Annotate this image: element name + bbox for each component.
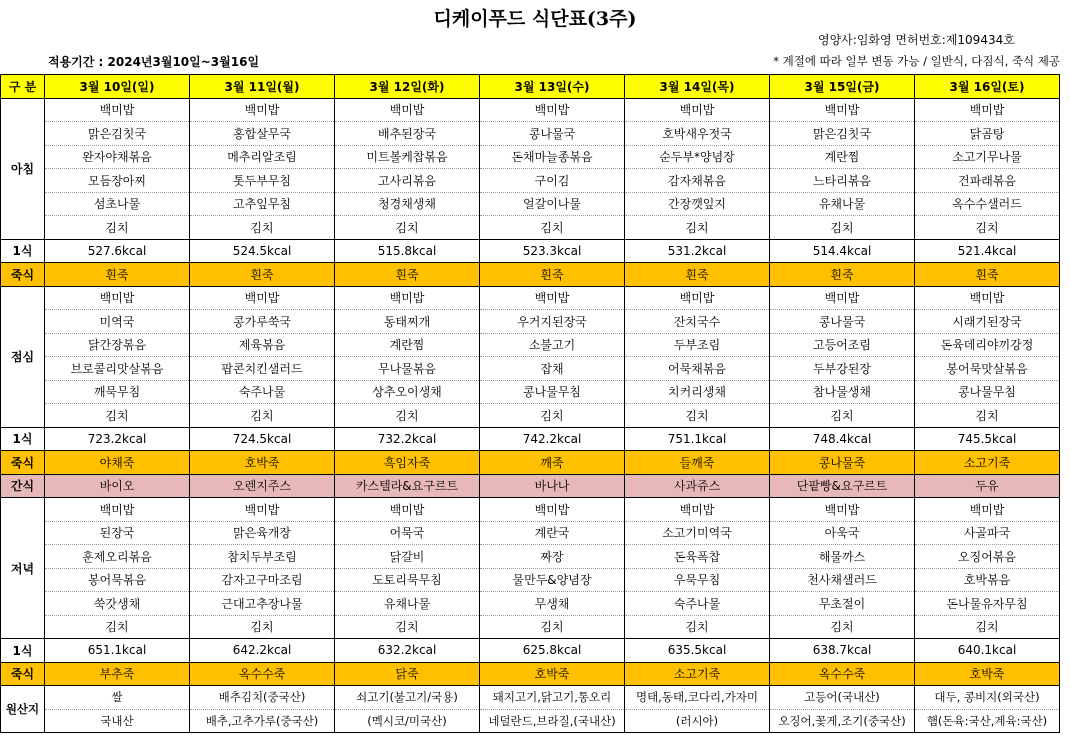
kcal-value: 742.2kcal [480,427,625,451]
kcal-value: 732.2kcal [335,427,480,451]
snack-item: 두유 [915,474,1060,498]
menu-item: 김치 [770,615,915,639]
menu-item: 참치두부조림 [190,545,335,569]
menu-item: 오징어볶음 [915,545,1060,569]
menu-item: 무초절이 [770,592,915,616]
menu-item: 섬초나물 [45,192,190,216]
kcal-value: 632.2kcal [335,639,480,663]
menu-item: 백미밥 [190,498,335,522]
origin-item: 돼지고기,닭고기,통오리 [480,686,625,710]
origin-item: 배추김치(중국산) [190,686,335,710]
breakfast-row [1,98,1060,122]
menu-item: 쑥갓생채 [45,592,190,616]
menu-item: 간장깻잎지 [625,192,770,216]
breakfast-porridge-row [1,263,1060,287]
menu-item: 참나물생채 [770,380,915,404]
porridge-item: 소고기죽 [625,662,770,686]
origin-item: (러시아) [625,709,770,733]
menu-item: 배추된장국 [335,122,480,146]
menu-item: 백미밥 [335,98,480,122]
lunch-row [1,286,1060,310]
menu-item: 맑은육개장 [190,521,335,545]
menu-item: 백미밥 [915,498,1060,522]
porridge-item: 들깨죽 [625,451,770,475]
menu-item: 콩가루쑥국 [190,310,335,334]
menu-item: 맑은김칫국 [770,122,915,146]
menu-item: 백미밥 [625,286,770,310]
breakfast-kcal-row [1,239,1060,263]
menu-item: 김치 [480,216,625,240]
menu-table [0,74,1060,733]
menu-item: 메추리알조림 [190,145,335,169]
snack-item: 사과쥬스 [625,474,770,498]
menu-item: 어묵국 [335,521,480,545]
breakfast-row [1,122,1060,146]
porridge-item: 호박죽 [915,662,1060,686]
origin-item: 오징어,꽃게,조기(중국산) [770,709,915,733]
menu-item: 백미밥 [915,286,1060,310]
menu-item: 김치 [480,404,625,428]
menu-item: 감자고구마조림 [190,568,335,592]
menu-item: 돈나물유자무침 [915,592,1060,616]
menu-item: 호박새우젓국 [625,122,770,146]
menu-item: 잡채 [480,357,625,381]
kcal-value: 642.2kcal [190,639,335,663]
kcal-value: 515.8kcal [335,239,480,263]
porridge-item: 소고기죽 [915,451,1060,475]
menu-item: 브로콜리맛살볶음 [45,357,190,381]
menu-item: 소고기무나물 [915,145,1060,169]
menu-item: 김치 [190,216,335,240]
menu-item: 된장국 [45,521,190,545]
porridge-item: 흑임자죽 [335,451,480,475]
porridge-item: 흰죽 [915,263,1060,287]
menu-item: 소고기미역국 [625,521,770,545]
menu-item: 백미밥 [770,286,915,310]
origin-row [1,686,1060,710]
menu-item: 치커리생채 [625,380,770,404]
menu-item: 순두부*양념장 [625,145,770,169]
menu-item: 백미밥 [45,286,190,310]
day-header: 3월 12일(화) [335,75,480,99]
origin-row [1,709,1060,733]
kcal-value: 640.1kcal [915,639,1060,663]
lunch-row [1,380,1060,404]
header-label: 구 분 [1,75,45,99]
day-header: 3월 15일(금) [770,75,915,99]
porridge-item: 흰죽 [335,263,480,287]
porridge-item: 닭죽 [335,662,480,686]
dinner-row [1,545,1060,569]
lunch-row [1,310,1060,334]
menu-item: 계란찜 [770,145,915,169]
porridge-item: 흰죽 [625,263,770,287]
day-header: 3월 13일(수) [480,75,625,99]
menu-item: 청경채생채 [335,192,480,216]
menu-item: 콩나물무침 [915,380,1060,404]
menu-item: 김치 [190,615,335,639]
porridge-item: 흰죽 [770,263,915,287]
menu-item: 백미밥 [915,98,1060,122]
menu-item: 어묵채볶음 [625,357,770,381]
porridge-item: 흰죽 [45,263,190,287]
origin-label: 원산지 [1,686,45,733]
menu-item: 아욱국 [770,521,915,545]
origin-item: (멕시코/미국산) [335,709,480,733]
snack-item: 카스텔라&요구르트 [335,474,480,498]
kcal-value: 523.3kcal [480,239,625,263]
lunch-row [1,333,1060,357]
header-row [1,75,1060,99]
menu-item: 백미밥 [480,498,625,522]
menu-item: 계란국 [480,521,625,545]
menu-item: 시래기된장국 [915,310,1060,334]
menu-item: 잔치국수 [625,310,770,334]
menu-item: 감자채볶음 [625,169,770,193]
menu-item: 백미밥 [45,98,190,122]
menu-item: 김치 [190,404,335,428]
snack-item: 오렌지주스 [190,474,335,498]
dinner-row [1,521,1060,545]
menu-item: 김치 [770,404,915,428]
lunch-kcal-row [1,427,1060,451]
menu-item: 닭곰탕 [915,122,1060,146]
menu-item: 돈육폭찹 [625,545,770,569]
kcal-value: 527.6kcal [45,239,190,263]
menu-item: 천사채샐러드 [770,568,915,592]
snack-item: 바나나 [480,474,625,498]
menu-item: 백미밥 [625,498,770,522]
menu-item: 백미밥 [335,286,480,310]
menu-item: 맑은김칫국 [45,122,190,146]
kcal-label: 1식 [1,639,45,663]
lunch-porridge-row [1,451,1060,475]
menu-item: 제육볶음 [190,333,335,357]
origin-item: 명태,동태,코다리,가자미 [625,686,770,710]
day-header: 3월 10일(일) [45,75,190,99]
menu-item: 무나물볶음 [335,357,480,381]
menu-item: 옥수수샐러드 [915,192,1060,216]
origin-item: 대두, 콩비지(외국산) [915,686,1060,710]
menu-item: 김치 [625,216,770,240]
origin-item: 햄(돈육:국산,계육:국산) [915,709,1060,733]
origin-item: 네덜란드,브라질,(국내산) [480,709,625,733]
porridge-item: 흰죽 [480,263,625,287]
menu-item: 김치 [335,404,480,428]
menu-item: 미트볼케찹볶음 [335,145,480,169]
menu-item: 백미밥 [45,498,190,522]
origin-item: 배추,고추가루(중국산) [190,709,335,733]
menu-item: 백미밥 [190,286,335,310]
origin-item: 국내산 [45,709,190,733]
dinner-row [1,615,1060,639]
menu-item: 김치 [770,216,915,240]
menu-item: 고추잎무침 [190,192,335,216]
origin-item: 쇠고기(불고기/국용) [335,686,480,710]
menu-item: 숙주나물 [190,380,335,404]
breakfast-row [1,216,1060,240]
menu-item: 느타리볶음 [770,169,915,193]
porridge-item: 야채죽 [45,451,190,475]
porridge-item: 옥수수죽 [770,662,915,686]
menu-item: 봉어묵맛살볶음 [915,357,1060,381]
menu-item: 두부강된장 [770,357,915,381]
kcal-value: 514.4kcal [770,239,915,263]
dinner-row [1,592,1060,616]
menu-item: 고사리볶음 [335,169,480,193]
menu-item: 김치 [335,615,480,639]
menu-item: 계란찜 [335,333,480,357]
breakfast-label: 아침 [1,98,45,239]
menu-item: 백미밥 [770,98,915,122]
menu-item: 콩나물무침 [480,380,625,404]
porridge-label: 죽식 [1,662,45,686]
menu-item: 사골파국 [915,521,1060,545]
menu-item: 도토리묵무침 [335,568,480,592]
menu-item: 해물까스 [770,545,915,569]
menu-item: 모듬장아찌 [45,169,190,193]
dinner-porridge-row [1,662,1060,686]
menu-item: 봉어묵볶음 [45,568,190,592]
menu-item: 백미밥 [770,498,915,522]
menu-item: 동태찌개 [335,310,480,334]
menu-item: 깨묵무침 [45,380,190,404]
menu-item: 홍합살무국 [190,122,335,146]
menu-item: 유채나물 [770,192,915,216]
menu-item: 닭간장볶음 [45,333,190,357]
lunch-label: 점심 [1,286,45,427]
snack-item: 단팥빵&요구르트 [770,474,915,498]
menu-item: 무생채 [480,592,625,616]
page-title: 디케이푸드 식단표(3주) [433,8,637,30]
porridge-item: 콩나물죽 [770,451,915,475]
menu-item: 소불고기 [480,333,625,357]
dinner-kcal-row [1,639,1060,663]
kcal-value: 531.2kcal [625,239,770,263]
menu-item: 김치 [45,615,190,639]
porridge-item: 옥수수죽 [190,662,335,686]
menu-item: 호박볶음 [915,568,1060,592]
dinner-row [1,568,1060,592]
day-header: 3월 16일(토) [915,75,1060,99]
kcal-value: 521.4kcal [915,239,1060,263]
menu-item: 우묵무침 [625,568,770,592]
menu-item: 짜장 [480,545,625,569]
day-header: 3월 14일(목) [625,75,770,99]
kcal-value: 745.5kcal [915,427,1060,451]
kcal-value: 723.2kcal [45,427,190,451]
menu-item: 김치 [915,404,1060,428]
menu-item: 얼갈이나물 [480,192,625,216]
porridge-item: 흰죽 [190,263,335,287]
menu-item: 돈육데리야끼강정 [915,333,1060,357]
kcal-value: 751.1kcal [625,427,770,451]
menu-item: 상추오이생채 [335,380,480,404]
menu-item: 김치 [915,216,1060,240]
kcal-value: 635.5kcal [625,639,770,663]
menu-item: 김치 [625,404,770,428]
snack-label: 간식 [1,474,45,498]
menu-item: 김치 [915,615,1060,639]
porridge-label: 죽식 [1,451,45,475]
menu-item: 숙주나물 [625,592,770,616]
kcal-value: 724.5kcal [190,427,335,451]
kcal-value: 524.5kcal [190,239,335,263]
menu-item: 미역국 [45,310,190,334]
menu-item: 톳두부무침 [190,169,335,193]
menu-item: 백미밥 [625,98,770,122]
menu-item: 백미밥 [335,498,480,522]
menu-item: 훈제오리볶음 [45,545,190,569]
menu-item: 백미밥 [480,98,625,122]
menu-item: 두부조림 [625,333,770,357]
menu-item: 콩나물국 [480,122,625,146]
menu-item: 고등어조림 [770,333,915,357]
kcal-value: 748.4kcal [770,427,915,451]
breakfast-row [1,169,1060,193]
porridge-item: 깨죽 [480,451,625,475]
origin-item: 고등어(국내산) [770,686,915,710]
menu-item: 닭갈비 [335,545,480,569]
porridge-label: 죽식 [1,263,45,287]
menu-item: 김치 [45,404,190,428]
menu-item: 김치 [625,615,770,639]
menu-item: 팝콘치킨샐러드 [190,357,335,381]
nutritionist-info: 영양사:임화영 면허번호:제109434호 [818,33,1015,47]
menu-item: 콩나물국 [770,310,915,334]
kcal-value: 625.8kcal [480,639,625,663]
lunch-row [1,404,1060,428]
kcal-value: 638.7kcal [770,639,915,663]
porridge-item: 호박죽 [480,662,625,686]
snack-item: 바이오 [45,474,190,498]
porridge-item: 부추죽 [45,662,190,686]
breakfast-row [1,145,1060,169]
menu-item: 백미밥 [480,286,625,310]
menu-item: 백미밥 [190,98,335,122]
kcal-label: 1식 [1,427,45,451]
menu-item: 물만두&양념장 [480,568,625,592]
dinner-label: 저녁 [1,498,45,639]
menu-item: 김치 [335,216,480,240]
snack-row [1,474,1060,498]
menu-item: 우거지된장국 [480,310,625,334]
menu-item: 김치 [45,216,190,240]
origin-item: 쌀 [45,686,190,710]
menu-item: 김치 [480,615,625,639]
lunch-row [1,357,1060,381]
period-label: 적용기간 : 2024년3월10일~3월16일 [48,55,260,69]
breakfast-row [1,192,1060,216]
menu-item: 완자야채볶음 [45,145,190,169]
porridge-item: 호박죽 [190,451,335,475]
kcal-label: 1식 [1,239,45,263]
menu-item: 유채나물 [335,592,480,616]
dinner-row [1,498,1060,522]
menu-item: 돈채마늘종볶음 [480,145,625,169]
day-header: 3월 11일(월) [190,75,335,99]
menu-item: 구이김 [480,169,625,193]
menu-item: 건파래볶음 [915,169,1060,193]
menu-item: 근대고추장나물 [190,592,335,616]
note-text: * 계절에 따라 일부 변동 가능 / 일반식, 다짐식, 죽식 제공 [773,54,1060,68]
kcal-value: 651.1kcal [45,639,190,663]
